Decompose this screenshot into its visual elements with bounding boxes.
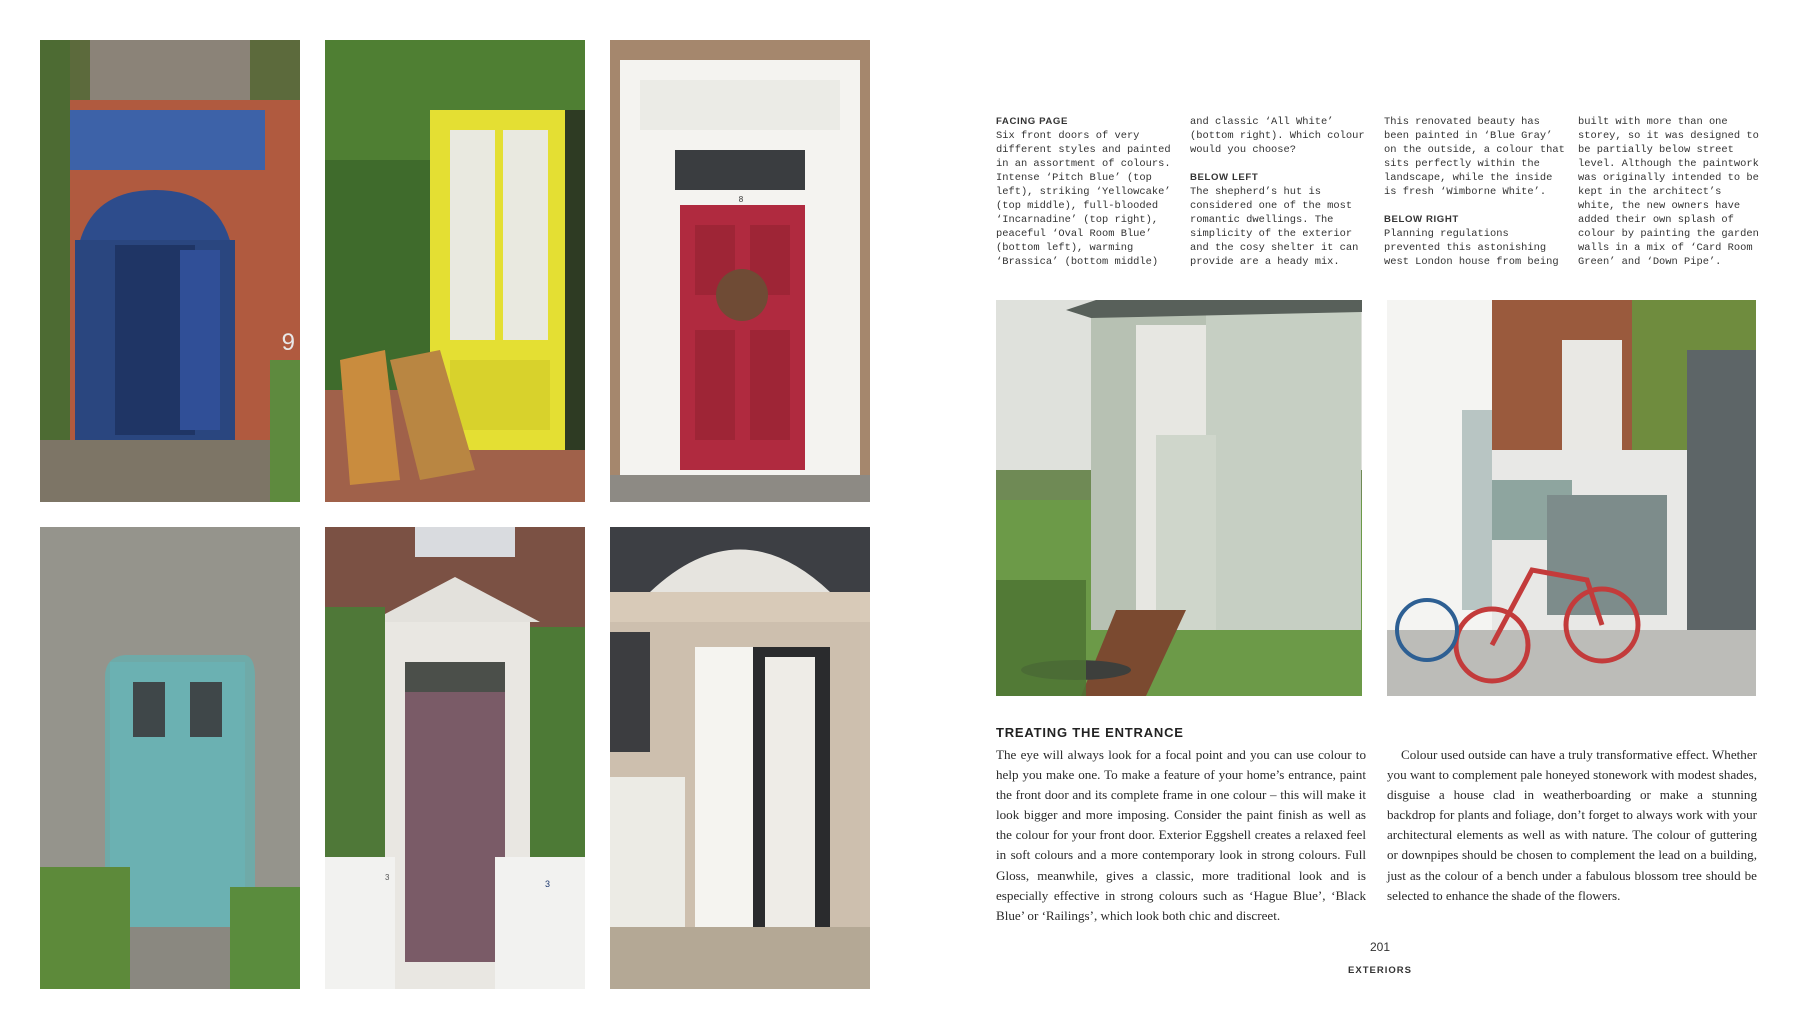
- gate-number: 3: [545, 879, 551, 889]
- photo-captions: [996, 115, 1759, 275]
- caption-text: The shepherd’s hut is considered one of the most romantic dwellings. The simplicity of the exterior and the cosy shelter it can provide are a heady mix.: [1190, 186, 1359, 269]
- caption-text: Planning regulations prevented this astonishing west London house from being: [1384, 228, 1559, 269]
- photo-shepherds-hut: [996, 300, 1362, 696]
- house-number: 8: [738, 195, 744, 204]
- house-number: 3: [385, 873, 390, 882]
- photo-blue-door: [40, 40, 300, 502]
- article-paragraph-2: Colour used outside can have a truly transformative effect. Whether you want to complement pale honeyed stonework with modest shades, disguise a house clad in weatherboarding or make a stunning backdrop for plants and foliage, don’t forget to always work with your architectural elements as well as with nature. The colour of guttering or downpipes should be chosen to complement the lead on a building, just as the colour of a bench under a fabulous blossom tree should be selected to enhance the shade of the flowers.: [1387, 747, 1757, 903]
- caption-below-right-cont: [1578, 115, 1760, 270]
- caption-text: and classic ‘All White’ (bottom right). Which colour would you choose?: [1190, 116, 1365, 157]
- page-number: 201: [1369, 940, 1391, 954]
- photo-white-door: [610, 527, 870, 989]
- caption-text: Six front doors of very different styles and painted in an assortment of colours. Intense ‘Pitch Blue’ (top left), striking ‘Yellowcake’ (top middle), full-blooded ‘Incarnadine’ (top right), peaceful ‘Oval Room Blue’ (bottom left), warming ‘Brassica’ (bottom middle): [996, 130, 1171, 269]
- caption-heading: BELOW RIGHT: [1384, 214, 1459, 226]
- caption-heading: FACING PAGE: [996, 116, 1068, 127]
- photo-yellow-door: [325, 40, 585, 502]
- caption-below-left: [1190, 115, 1372, 269]
- caption-below-right: [1384, 115, 1566, 269]
- house-number: 9: [281, 329, 295, 356]
- photo-modern-house-bicycles: [1387, 300, 1756, 696]
- caption-text: This renovated beauty has been painted in ‘Blue Gray’ on the outside, a colour that sits perfectly within the landscape, while the inside is fresh ‘Wimborne White’.: [1384, 116, 1565, 199]
- article-paragraph-1: The eye will always look for a focal point and you can use colour to help you make one. To make a feature of your home’s entrance, paint the front door and its complete frame in one colour – this will make it look bigger and more imposing. Consider the paint finish as well as the colour for your front door. Exterior Eggshell creates a relaxed feel in soft colours and a more contemporary look in strong colours. Full Gloss, meanwhile, gives a classic, more traditional look and is especially effective in strong colours such as ‘Hague Blue’, ‘Black Blue’ or ‘Railings’, which look both chic and discreet.: [996, 747, 1366, 923]
- caption-text: built with more than one storey, so it was designed to be partially below street level. Although the paintwork was originally intended to be kept in the architect’s white, the new owners have added their own splash of colour by painting the garden walls in a mix of ‘Card Room Green’ and ‘Down Pipe’.: [1578, 116, 1759, 269]
- article-title: TREATING THE ENTRANCE: [996, 725, 1184, 740]
- caption-heading: BELOW LEFT: [1190, 172, 1259, 184]
- caption-facing-page: [996, 115, 1178, 270]
- section-name: EXTERIORS: [1348, 965, 1412, 976]
- photo-red-door: [610, 40, 870, 502]
- photo-mauve-door: [325, 527, 585, 989]
- photo-teal-door: [40, 527, 300, 989]
